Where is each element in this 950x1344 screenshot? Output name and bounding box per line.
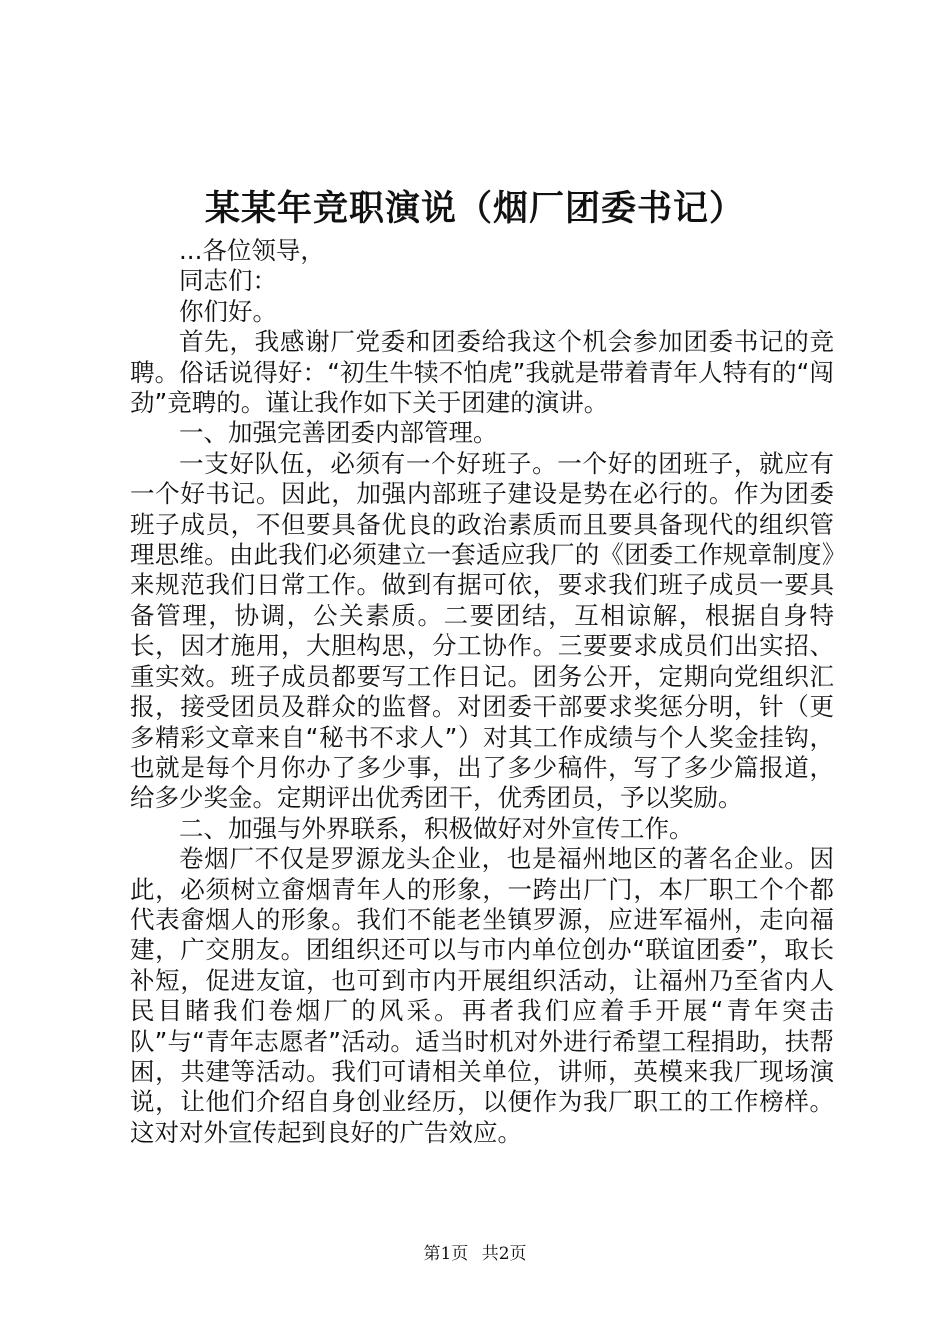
paragraph-section-2: 卷烟厂不仅是罗源龙头企业，也是福州地区的著名企业。因此，必须树立畲烟青年人的形象，一跨出厂门，本厂职工个个都代表畲烟人的形象。我们不能老坐镇罗源，应进军福州，走向福建，广交朋友。团组织还可以与市内单位创办“联谊团委”，取长补短，促进友谊，也可到市内开展组织活动，让福州乃至省内人民目睹我们卷烟厂的风采。再者我们应着手开展“青年突击队”与“青年志愿者”活动。适当时机对外进行希望工程捐助，扶帮困，共建等活动。我们可请相关单位，讲师，英模来我厂现场演说，让他们介绍自身创业经历，以便作为我厂职工的工作榜样。这对对外宣传起到良好的广告效应。	[130, 844, 834, 1147]
current-page-label: 第1页	[423, 1244, 469, 1264]
document-title: 某某年竞职演说（烟厂团委书记）	[204, 188, 745, 229]
salutation-comrades: 同志们：	[179, 266, 277, 296]
total-pages-label: 共2页	[481, 1244, 527, 1264]
salutation-leaders: ...各位领导，	[179, 236, 325, 265]
page-footer	[0, 1243, 950, 1265]
section-heading-2: 二、加强与外界联系，积极做好对外宣传工作。	[179, 813, 694, 843]
paragraph-intro: 首先，我感谢厂党委和团委给我这个机会参加团委书记的竞聘。俗话说得好：“初生牛犊不怕虎”我就是带着青年人特有的“闯劲”竞聘的。谨让我作如下关于团建的演讲。	[130, 327, 834, 418]
paragraph-section-1: 一支好队伍，必须有一个好班子。一个好的团班子，就应有一个好书记。因此，加强内部班子建设是势在必行的。作为团委班子成员，不但要具备优良的政治素质而且要具备现代的组织管理思维。由此我们必须建立一套适应我厂的《团委工作规章制度》来规范我们日常工作。做到有据可依，要求我们班子成员一要具备管理，协调，公关素质。二要团结，互相谅解，根据自身特长，因才施用，大胆构思，分工协作。三要要求成员们出实招、重实效。班子成员都要写工作日记。团务公开，定期向党组织汇报，接受团员及群众的监督。对团委干部要求奖惩分明，针（更多精彩文章来自“秘书不求人”）对其工作成绩与个人奖金挂钩，也就是每个月你办了多少事，出了多少稿件，写了多少篇报道，给多少奖金。定期评出优秀团干，优秀团员，予以奖励。	[130, 448, 834, 813]
document-body	[130, 236, 834, 1148]
section-heading-1: 一、加强完善团委内部管理。	[179, 418, 498, 448]
greeting: 你们好。	[179, 296, 277, 326]
